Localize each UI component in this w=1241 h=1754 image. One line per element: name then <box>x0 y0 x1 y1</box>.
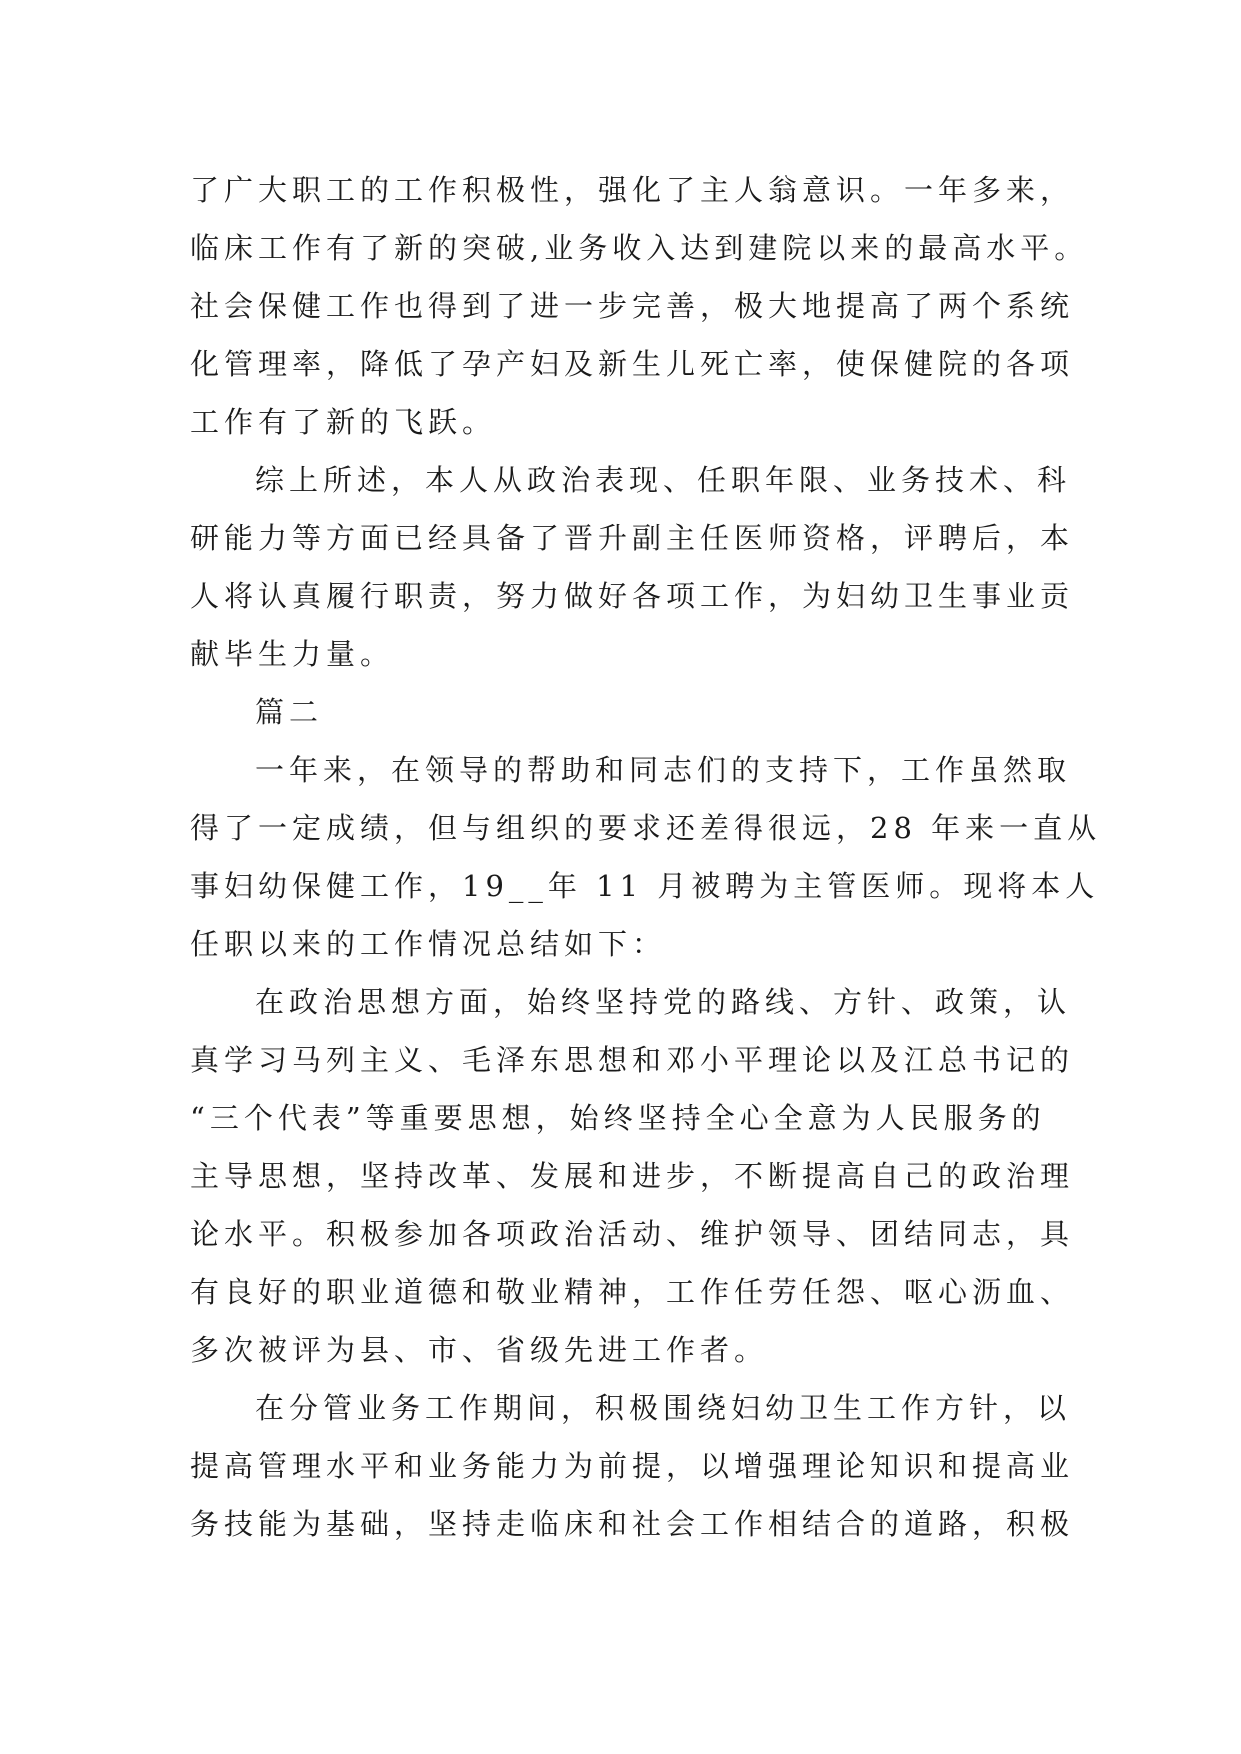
paragraph-first-line: 综上所述，本人从政治表现、任职年限、业务技术、科 <box>255 463 1072 497</box>
section-heading: 篇二 <box>255 695 324 729</box>
text-line: 得了一定成绩，但与组织的要求还差得很远，28 年来一直从 <box>190 811 1102 845</box>
text-line: 真学习马列主义、毛泽东思想和邓小平理论以及江总书记的 <box>190 1043 1075 1077</box>
text-line: 务技能为基础，坚持走临床和社会工作相结合的道路，积极 <box>190 1507 1075 1541</box>
text-line: 社会保健工作也得到了进一步完善，极大地提高了两个系统 <box>190 289 1075 323</box>
text-line: 任职以来的工作情况总结如下： <box>190 927 667 961</box>
text-line: “三个代表”等重要思想，始终坚持全心全意为人民服务的 <box>190 1101 1046 1135</box>
text-line: 研能力等方面已经具备了晋升副主任医师资格，评聘后，本 <box>190 521 1075 555</box>
text-line: 主导思想，坚持改革、发展和进步，不断提高自己的政治理 <box>190 1159 1075 1193</box>
paragraph-first-line: 一年来，在领导的帮助和同志们的支持下，工作虽然取 <box>255 753 1072 787</box>
text-line: 工作有了新的飞跃。 <box>190 405 497 439</box>
text-line: 临床工作有了新的突破,业务收入达到建院以来的最高水平。 <box>190 231 1089 265</box>
text-line: 提高管理水平和业务能力为前提，以增强理论知识和提高业 <box>190 1449 1075 1483</box>
paragraph-first-line: 在分管业务工作期间，积极围绕妇幼卫生工作方针，以 <box>255 1391 1072 1425</box>
text-line: 了广大职工的工作积极性，强化了主人翁意识。一年多来， <box>190 173 1075 207</box>
text-line: 有良好的职业道德和敬业精神，工作任劳任怨、呕心沥血、 <box>190 1275 1075 1309</box>
text-line: 论水平。积极参加各项政治活动、维护领导、团结同志，具 <box>190 1217 1075 1251</box>
text-line: 献毕生力量。 <box>190 637 395 671</box>
paragraph-first-line: 在政治思想方面，始终坚持党的路线、方针、政策，认 <box>255 985 1072 1019</box>
text-line: 化管理率，降低了孕产妇及新生儿死亡率，使保健院的各项 <box>190 347 1075 381</box>
text-line: 事妇幼保健工作，19__年 11 月被聘为主管医师。现将本人 <box>190 869 1100 903</box>
text-line: 多次被评为县、市、省级先进工作者。 <box>190 1333 769 1367</box>
text-line: 人将认真履行职责，努力做好各项工作，为妇幼卫生事业贡 <box>190 579 1075 613</box>
